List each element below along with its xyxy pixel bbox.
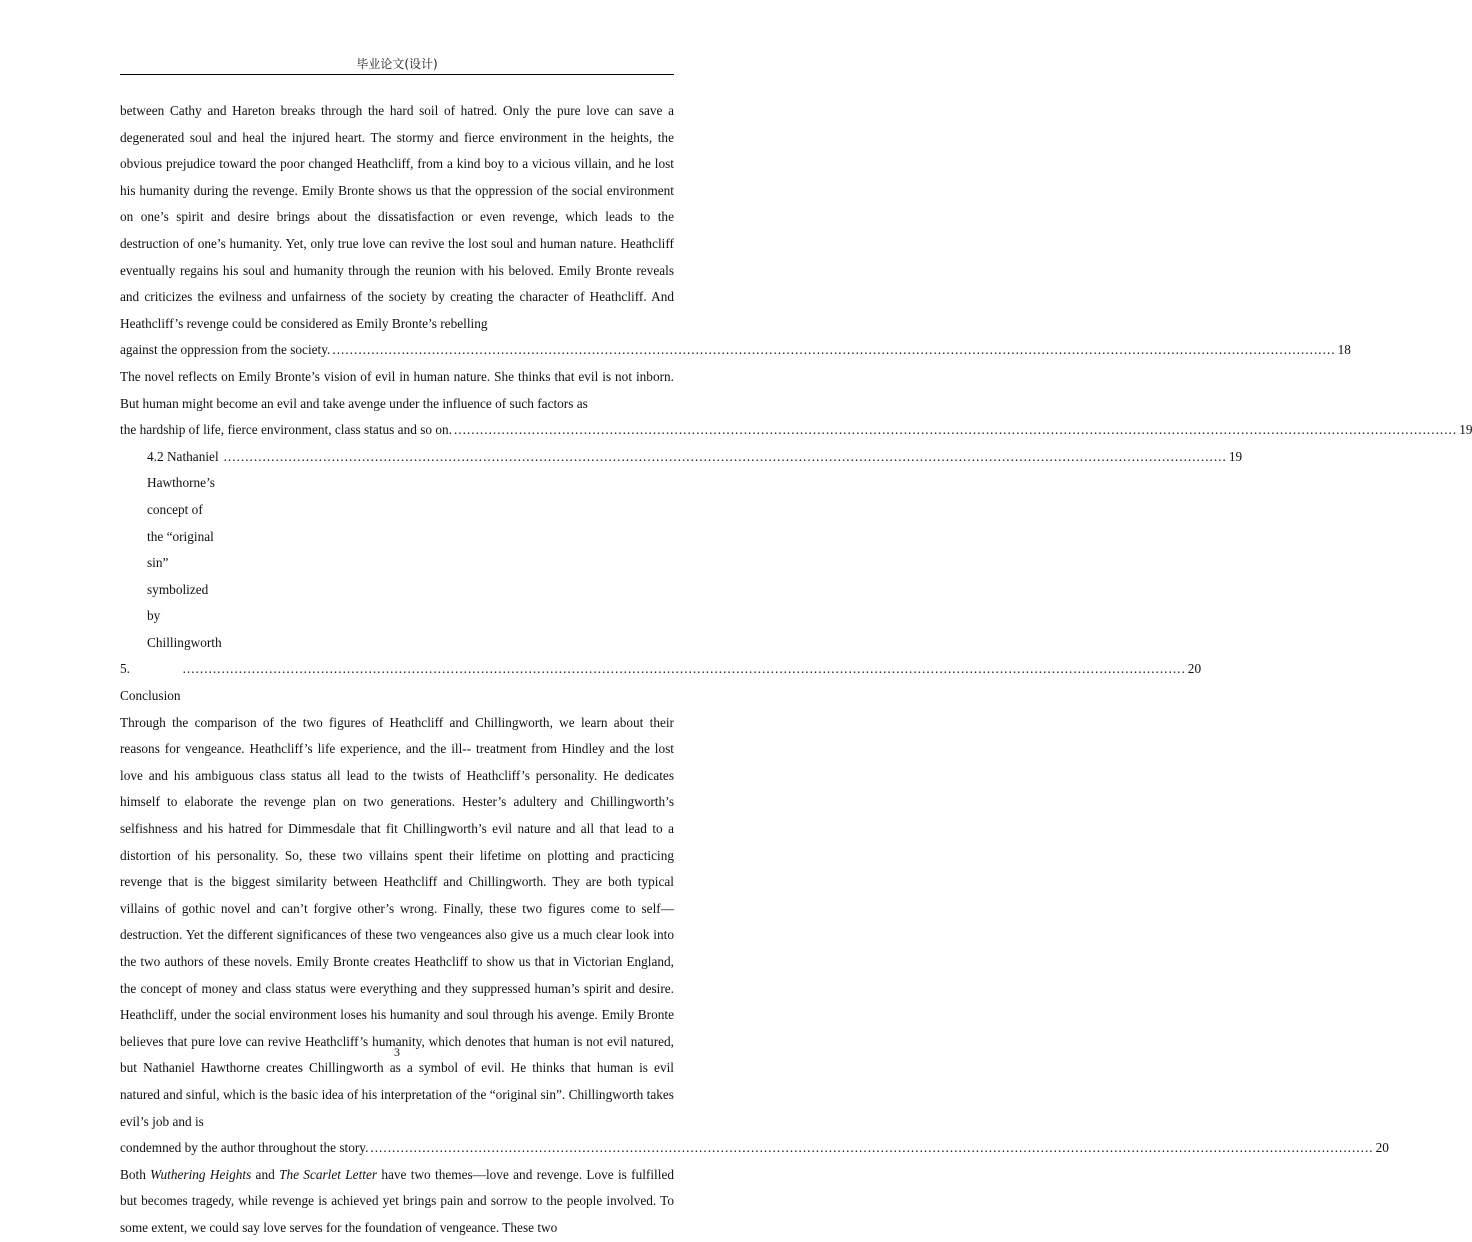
toc-entry-paragraph-3 [120,710,1389,1162]
paragraph-comparison: Through the comparison of the two figures of Heathcliff and Chillingworth, we learn about their reasons for vengeance. Heathcliff’s life experience, and the ill-- treatment from Hindley and the lost love and his ambiguous class status all lead to the twists of Heathcliff’s personality. He dedicates himself to elaborate the revenge plan on two generations. Hester’s adultery and Chillingworth’s selfishness and his hatred for Dimmesdale that fit Chillingworth’s evil nature and all that lead to a distortion of his personality. So, these two villains spent their lifetime on plotting and practicing revenge that is the biggest similarity between Heathcliff and Chillingworth. They are both typical villains of gothic novel and can’t forgive other’s wrong. Finally, these two figures come to self—destruction. Yet the different significances of these two vengeances also give us a much clear look into the two authors of these novels. Emily Bronte creates Heathcliff to show us that in Victorian England, the concept of money and class status were everything and they suppressed human’s spirit and desire. Heathcliff, under the social environment loses his humanity and soul through his avenge. Emily Bronte believes that pure love can revive Heathcliff’s humanity, which denotes that human is not evil natured, but Nathaniel Hawthorne creates Chillingworth as a symbol of evil. He thinks that human is evil natured and sinful, which is the basic idea of his interpretation of the “original sin”. Chillingworth takes evil’s job and is [120,714,674,1129]
toc-page-number: 20 [1375,1140,1389,1156]
page-content [120,98,1472,1242]
toc-page-number: 19 [1459,422,1472,438]
paragraph-bronte-evil: The novel reflects on Emily Bronte’s vision of evil in human nature. She thinks that evil is not inborn. But human might become an evil and take avenge under the influence of such factors as [120,368,674,411]
toc-page-number: 19 [1228,448,1243,464]
toc-page-number: 20 [1187,661,1202,677]
header-rule [120,74,674,75]
paragraph-text: and [251,1166,280,1182]
paragraph-heathcliff-love: between Cathy and Hareton breaks through the hard soil of hatred. Only the pure love can save a degenerated soul and heal the injured heart. The stormy and fierce environment in the heights, the obvious prejudice toward the poor changed Heathcliff, from a kind boy to a vicious villain, and he lost his humanity during the revenge. Emily Bronte shows us that the oppression of the social environment on one’s spirit and desire brings about the dissatisfaction or even revenge, which leads to the destruction of one’s humanity. Yet, only true love can revive the lost soul and human nature. Heathcliff eventually regains his soul and humanity through the reunion with his beloved. Emily Bronte reveals and criticizes the evilness and unfairness of the society by creating the character of Heathcliff. And Heathcliff’s revenge could be considered as Emily Bronte’s rebelling [120,103,674,331]
page-number: 3 [394,1045,400,1059]
paragraph-text: have two themes—love and revenge. Love is fulfilled but becomes tragedy, while revenge is achieved yet brings pain and sorrow to the people involved. To some extent, we could say love serves for the foundation of vengeance. These two [120,1166,674,1235]
leader-dots [370,1135,1373,1162]
leader-dots [454,417,1457,444]
toc-entry-text: the hardship of life, fierce environment, class status and so on. [120,422,452,438]
paragraph-themes [120,1162,674,1242]
toc-entry-line [120,337,1351,364]
leader-dots [332,337,1335,364]
paragraph-text: Both [120,1166,151,1182]
toc-entry-conclusion[interactable] [120,656,1202,709]
book-title-wuthering-heights: Wuthering Heights [150,1166,252,1182]
book-title-scarlet-letter: The Scarlet Letter [279,1166,378,1182]
leader-dots [224,444,1227,471]
toc-entry-text: against the oppression from the society. [120,342,331,358]
leader-dots [183,656,1186,683]
page-header: 毕业论文(设计) [356,57,438,71]
toc-entry-paragraph-2 [120,364,1472,444]
toc-entry-text: 4.2 Nathaniel Hawthorne’s concept of the “original sin” symbolized by Chillingworth [147,448,222,650]
toc-entry-4-2[interactable] [120,444,1243,657]
toc-page-number: 18 [1337,342,1351,358]
toc-entry-line [120,1135,1389,1162]
toc-entry-line [120,417,1472,444]
toc-entry-paragraph-1 [120,98,1351,364]
toc-entry-text: 5. Conclusion [120,661,181,704]
toc-entry-text: condemned by the author throughout the story. [120,1140,369,1156]
